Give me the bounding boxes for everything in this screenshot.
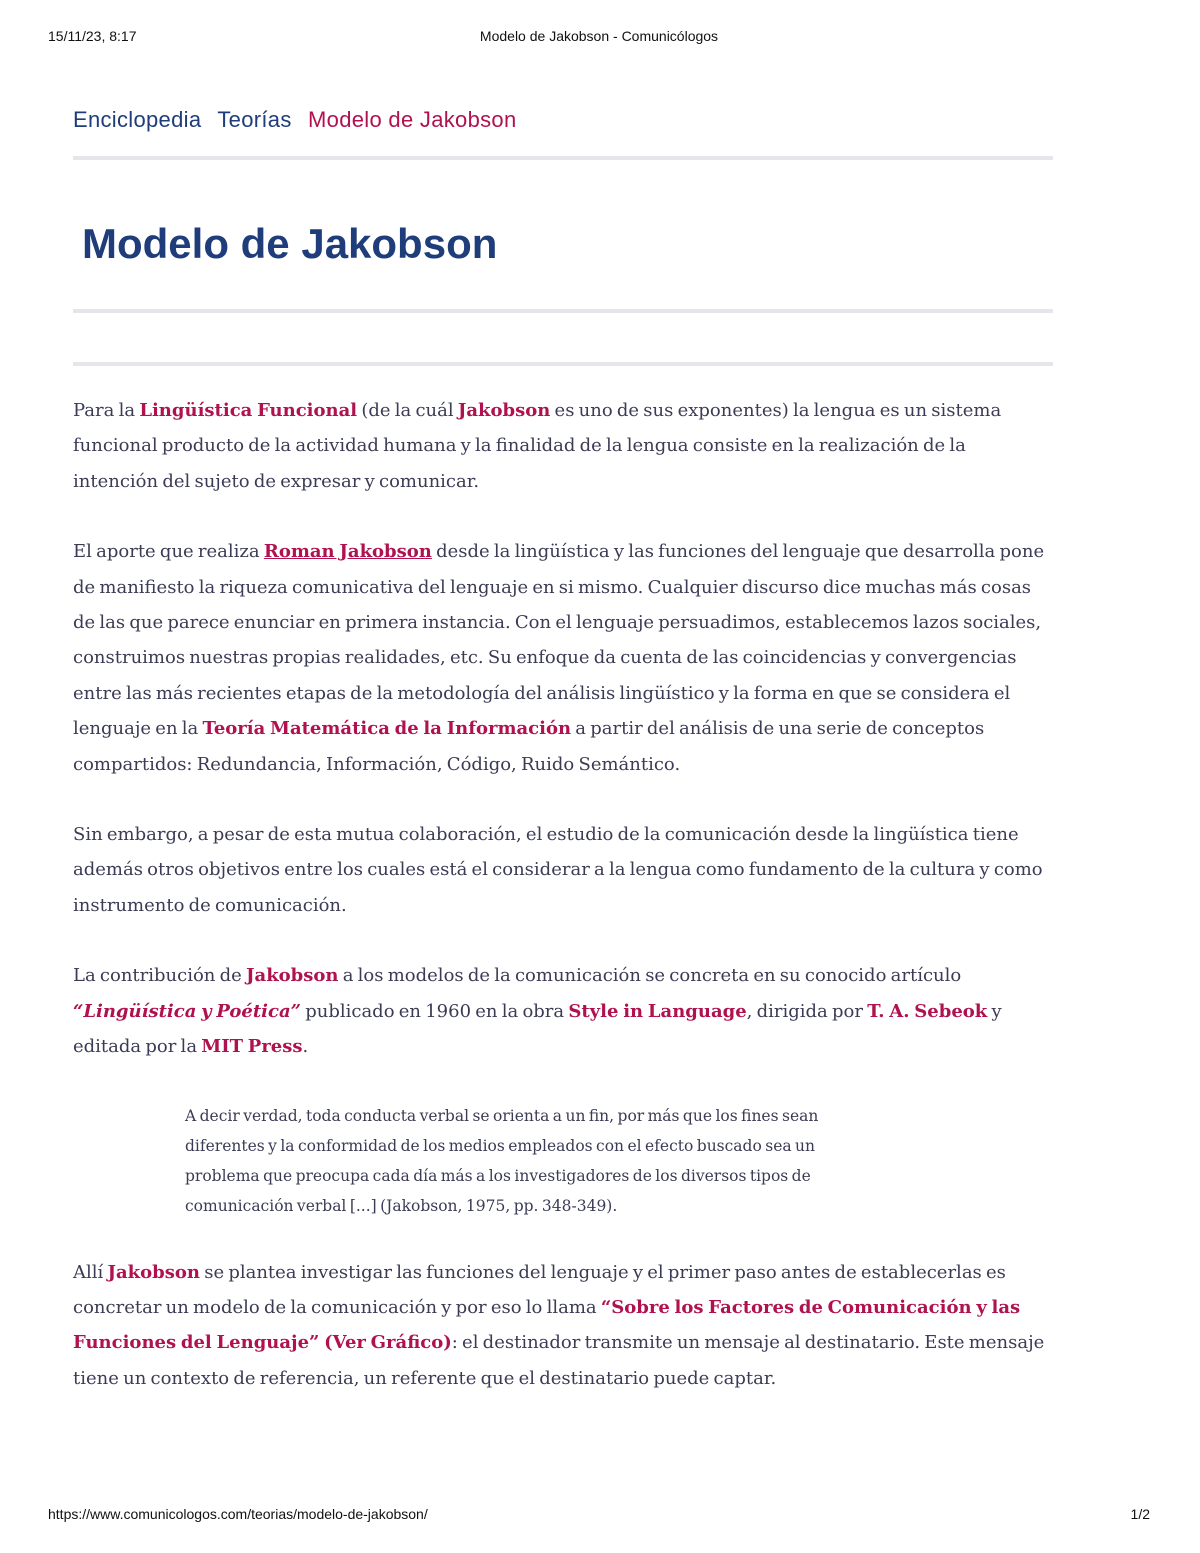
text: Allí [73,1261,108,1283]
breadcrumb-item-teorias[interactable]: Teorías [217,107,292,132]
paragraph-1 [73,393,1053,499]
divider [73,309,1053,313]
link-sebeok[interactable]: T. A. Sebeok [867,1000,988,1022]
text: desde la lingüística y las funciones del lenguaje que desarrolla pone de manifiesto la riqueza comunicativa del lenguaje en si mismo. Cualquier discurso dice muchas más cosas de las que parece enunciar en primera instancia. Con el lenguaje persuadimos, establecemos lazos sociales, construimos nuestras propias realidades, etc. Su enfoque da cuenta de las coincidencias y convergencias entre las más recientes etapas de la metodología del análisis lingüístico y la forma en que se considera el lenguaje en la [73,541,1045,740]
text: es uno de sus exponentes) la lengua es un sistema funcional producto de la actividad humana y la finalidad de la lengua consiste en la realización de la intención del sujeto de expresar y comunicar. [73,400,1002,492]
text: . [302,1036,309,1058]
print-url: https://www.comunicologos.com/teorias/modelo-de-jakobson/ [48,1506,428,1522]
text: a partir del análisis de una serie de conceptos compartidos: Redundancia, Información, Código, Ruido Semántico. [73,718,985,775]
link-jakobson[interactable]: Jakobson [246,965,339,987]
print-header [48,28,1150,48]
text: se plantea investigar las funciones del lenguaje y el primer paso antes de establecerlas es concretar un modelo de la comunicación y por eso lo llama [73,1261,1006,1318]
breadcrumb [73,104,1053,136]
text: El aporte que realiza [73,541,264,563]
text: (de la cuál [357,400,458,421]
link-roman-jakobson[interactable]: Roman Jakobson [263,541,432,563]
link-factores-funciones[interactable]: “Sobre los Factores de Comunicación y las Funciones del Lenguaje” (Ver Gráfico) [73,1296,1021,1354]
text: La contribución de [73,965,247,987]
text: , dirigida por [746,1000,868,1022]
text: a los modelos de la comunicación se concreta en su conocido artículo [338,965,962,987]
link-jakobson[interactable]: Jakobson [107,1261,200,1283]
link-jakobson[interactable]: Jakobson [457,400,551,421]
paragraph-3: Sin embargo, a pesar de esta mutua colaboración, el estudio de la comunicación desde la lingüística tiene además otros objetivos entre los cuales está el considerar a la lengua como fundamento de la cultura y como instrumento de comunicación. [73,824,1043,916]
link-style-in-language[interactable]: Style in Language [568,1000,747,1022]
print-footer [48,1506,1150,1526]
divider [73,156,1053,160]
print-page-number: 1/2 [1130,1506,1150,1522]
text: publicado en 1960 en la obra [301,1000,569,1022]
paragraph-2 [73,534,1053,782]
breadcrumb-item-enciclopedia[interactable]: Enciclopedia [73,107,202,132]
breadcrumb-current[interactable]: Modelo de Jakobson [308,107,517,132]
text: Para la [73,400,140,421]
paragraph-5 [73,1255,1053,1397]
link-teoria-matematica[interactable]: Teoría Matemática de la Información [202,718,572,740]
article-container [73,104,1053,1396]
print-page-title: Modelo de Jakobson - Comunicólogos [479,28,719,44]
paragraph-4 [73,958,1053,1064]
print-datetime: 15/11/23, 8:17 [48,28,137,44]
page-title: Modelo de Jakobson [82,220,498,267]
blockquote: A decir verdad, toda conducta verbal se orienta a un fin, por más que los fines sean diferentes y la conformidad de los medios empleados con el efecto buscado sea un problema que preocupa cada día más a los investigadores de los diversos tipos de comunicación verbal [...] (Jakobson, 1975, pp. 348-349). [185,1106,819,1215]
link-linguistica-funcional[interactable]: Lingüística Funcional [139,400,358,421]
text: : el destinador transmite un mensaje al destinatario. Este mensaje tiene un contexto de referencia, un referente que el destinatario puede captar. [73,1332,1045,1389]
link-linguistica-y-poetica[interactable]: “Lingüística y Poética” [73,1000,301,1022]
link-mit-press[interactable]: MIT Press [201,1036,303,1058]
divider [73,362,1053,366]
text: y editada por la [73,1000,1002,1058]
